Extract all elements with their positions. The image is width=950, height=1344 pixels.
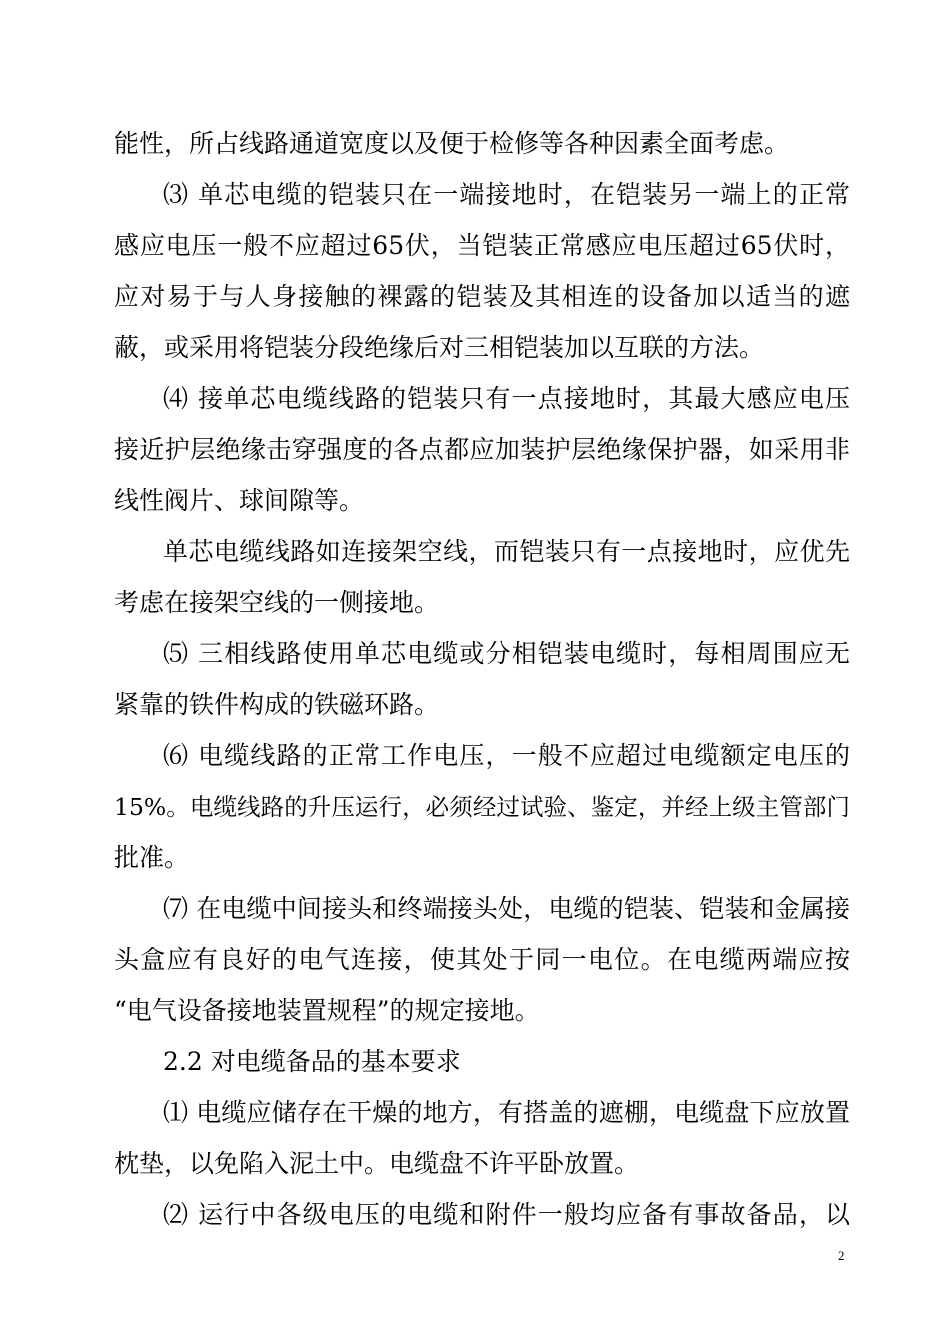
page-number: 2 — [838, 1248, 845, 1263]
text-line-7: 接近护层绝缘击穿强度的各点都应加装护层绝缘保护器，如采用非 — [114, 435, 850, 464]
text-line-13: ⑹ 电缆线路的正常工作电压，一般不应超过电缆额定电压的 — [163, 741, 850, 770]
text-line-3: 感应电压一般不应超过65伏，当铠装正常感应电压超过65伏时， — [114, 231, 850, 260]
section-heading: 2.2 对电缆备品的基本要求 — [163, 1047, 461, 1076]
text-line-17: 头盒应有良好的电气连接，使其处于同一电位。在电缆两端应按 — [114, 945, 850, 974]
text-line-10: 考虑在接架空线的一侧接地。 — [114, 588, 440, 617]
text-line-4: 应对易于与人身接触的裸露的铠装及其相连的设备加以适当的遮 — [114, 282, 850, 311]
text-line-1: 能性，所占线路通道宽度以及便于检修等各种因素全面考虑。 — [114, 129, 790, 158]
text-line-20: ⑴ 电缆应储存在干燥的地方，有搭盖的遮棚，电缆盘下应放置 — [163, 1098, 850, 1127]
text-line-15: 批准。 — [114, 843, 190, 872]
text-line-8: 线性阀片、球间隙等。 — [114, 486, 365, 515]
text-line-16: ⑺ 在电缆中间接头和终端接头处，电缆的铠装、铠装和金属接 — [163, 894, 850, 923]
text-line-6: ⑷ 接单芯电缆线路的铠装只有一点接地时，其最大感应电压 — [163, 384, 850, 413]
text-line-14: 15%。电缆线路的升压运行，必须经过试验、鉴定，并经上级主管部门 — [114, 793, 850, 821]
text-line-9: 单芯电缆线路如连接架空线，而铠装只有一点接地时，应优先 — [163, 537, 850, 566]
text-line-12: 紧靠的铁件构成的铁磁环路。 — [114, 690, 440, 719]
text-line-5: 蔽，或采用将铠装分段绝缘后对三相铠装加以互联的方法。 — [114, 333, 765, 362]
text-line-11: ⑸ 三相线路使用单芯电缆或分相铠装电缆时，每相周围应无 — [163, 639, 850, 668]
text-line-18: “电气设备接地装置规程”的规定接地。 — [114, 996, 540, 1025]
text-line-2: ⑶ 单芯电缆的铠装只在一端接地时，在铠装另一端上的正常 — [163, 180, 850, 209]
text-line-22: ⑵ 运行中各级电压的电缆和附件一般均应备有事故备品，以 — [163, 1200, 850, 1229]
text-line-21: 枕垫，以免陷入泥土中。电缆盘不许平卧放置。 — [114, 1149, 640, 1178]
